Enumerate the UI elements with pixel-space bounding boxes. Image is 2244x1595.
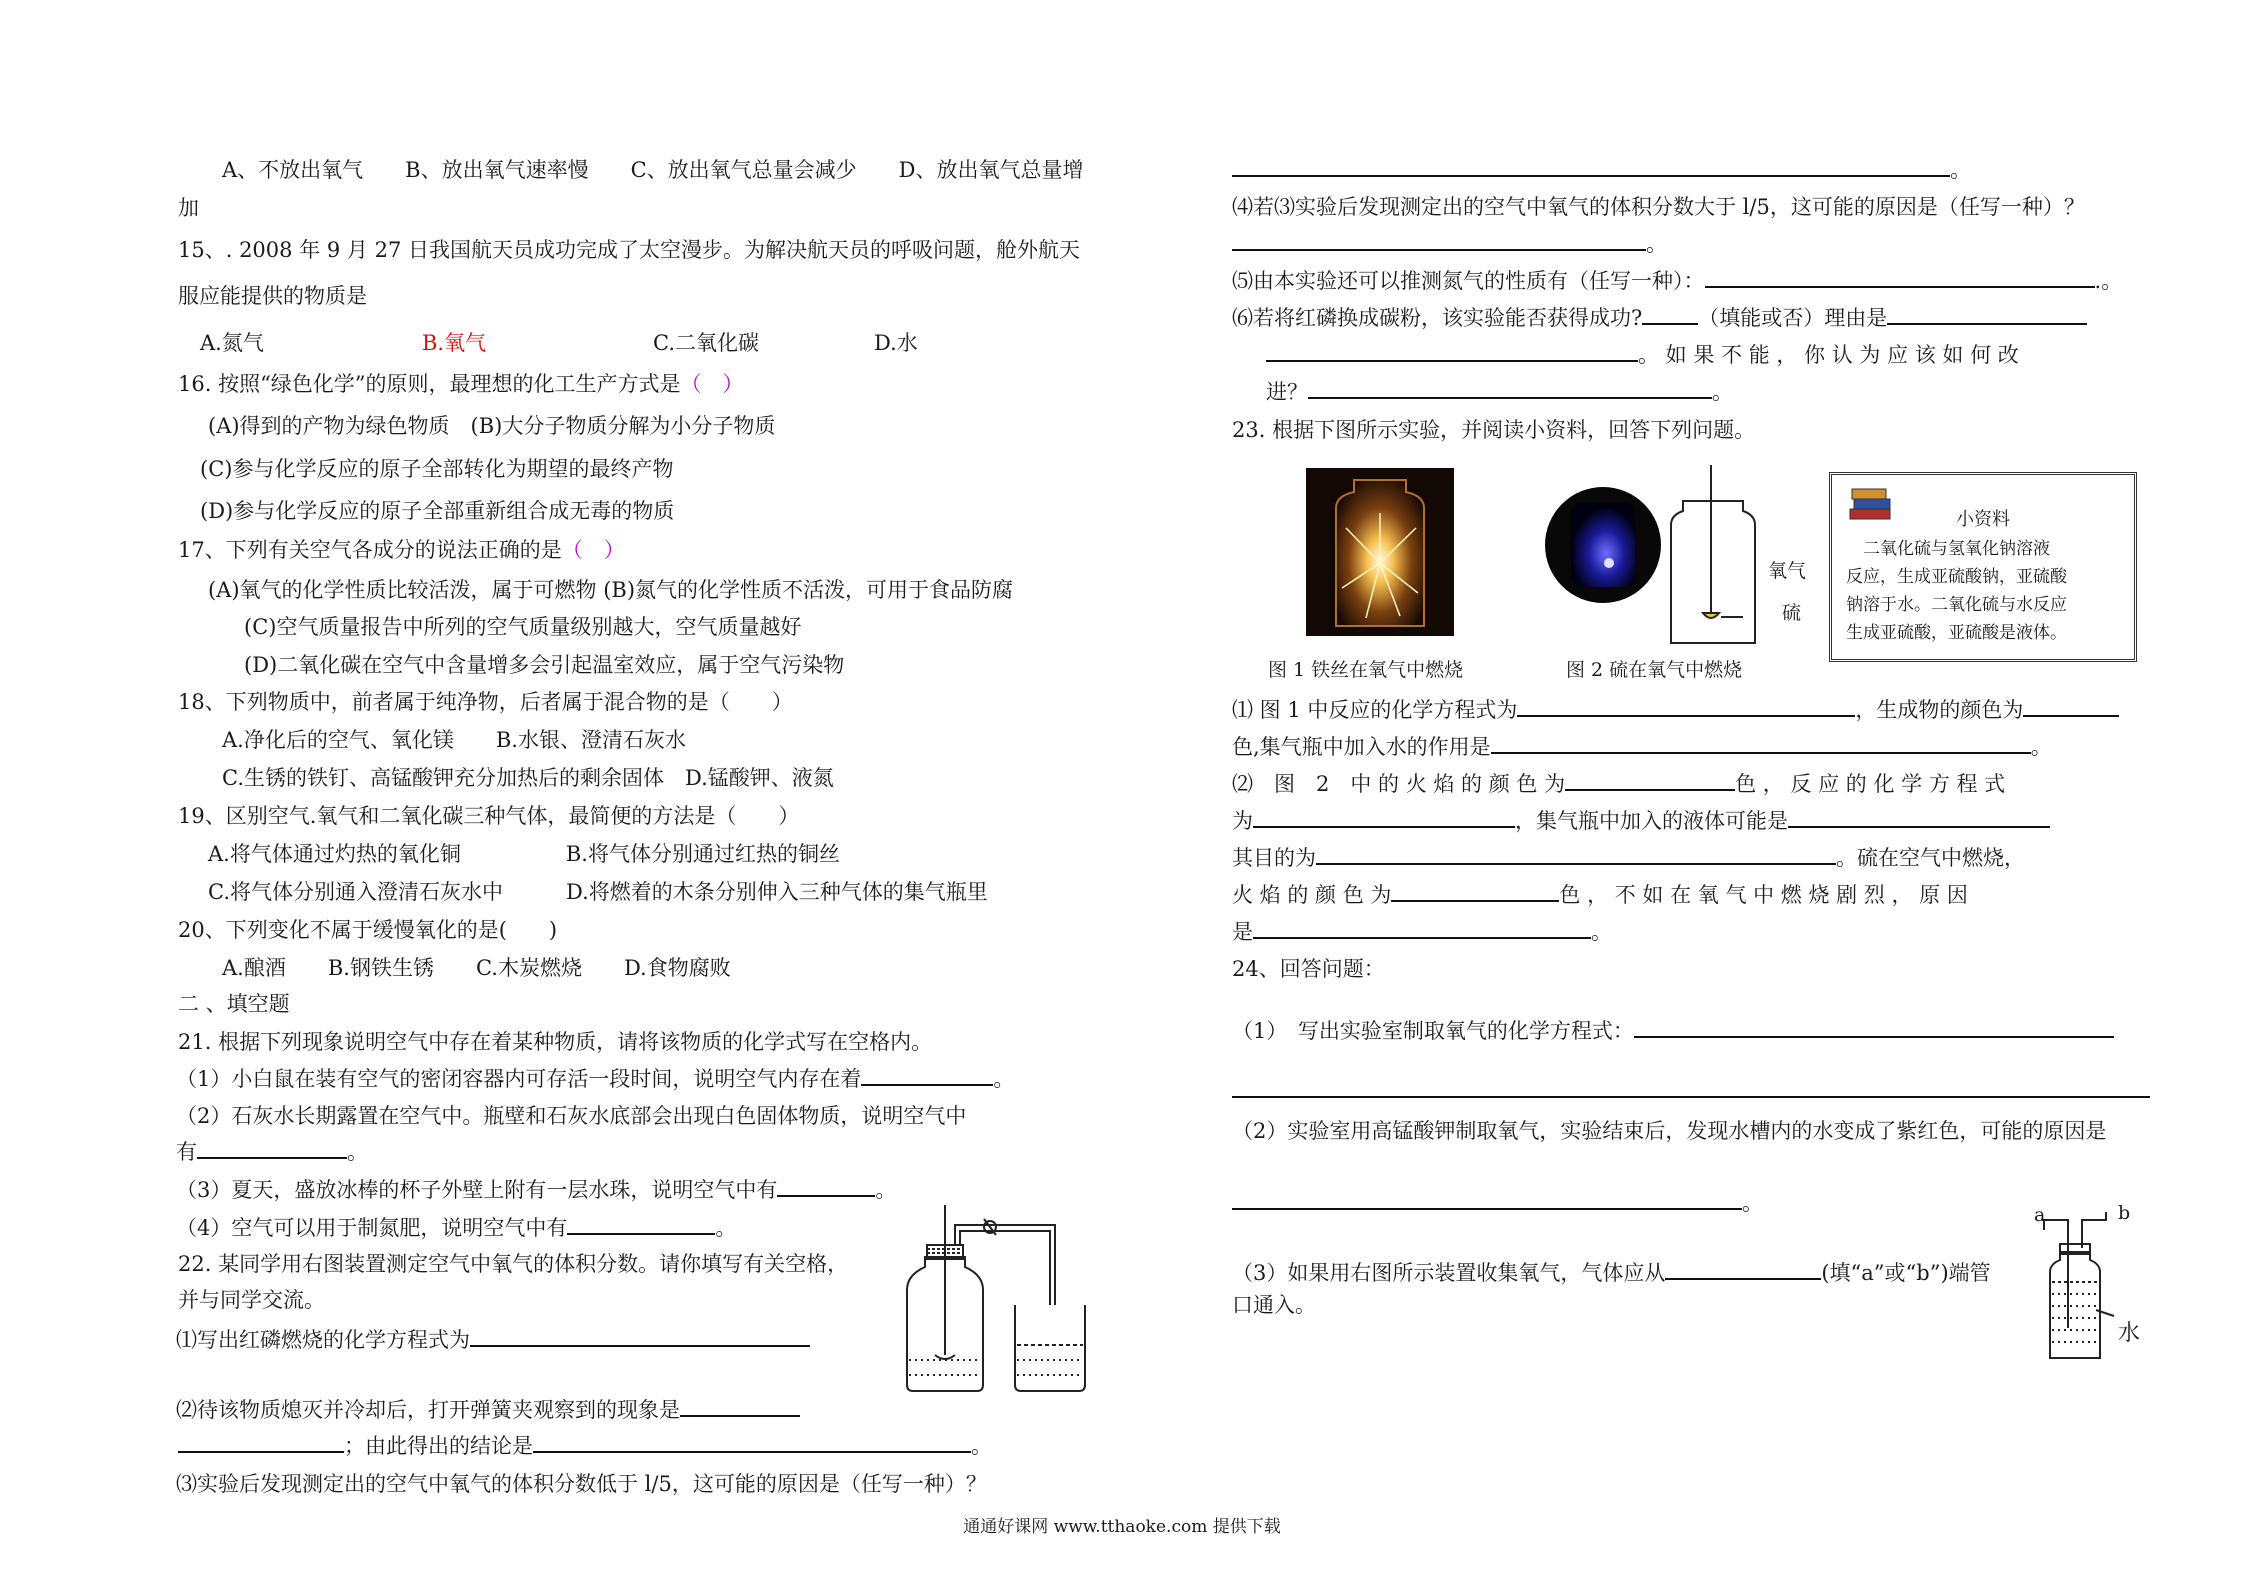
- period: 。: [1742, 1191, 1763, 1215]
- q17-option-d: (D)二氧化碳在空气中含量增多会引起温室效应，属于空气污染物: [244, 653, 845, 677]
- q22-item-5-text: ⑸由本实验还可以推测氮气的性质有（任写一种）：: [1232, 269, 1705, 293]
- q20-stem: 20、下列变化不属于缓慢氧化的是( ): [178, 918, 558, 942]
- q22-item-4-answer: [1232, 231, 1667, 257]
- q21-stem: 21. 根据下列现象说明空气中存在着某种物质，请将该物质的化学式写在空格内。: [178, 1030, 933, 1054]
- q22-blank-6c[interactable]: [1266, 342, 1638, 362]
- q23-blank-1a[interactable]: [1517, 697, 1855, 717]
- q19-options-ab: A.将气体通过灼热的氧化铜 B.将气体分别通过红热的铜丝: [208, 842, 840, 866]
- q21-item-4: [176, 1215, 736, 1241]
- q22-item-1: [176, 1327, 810, 1353]
- period: 。: [1950, 158, 1971, 182]
- q22-blank-3[interactable]: [1232, 157, 1950, 177]
- q22-item-4: ⑷若⑶实验后发现测定出的空气中氧气的体积分数大于 l/5，这可能的原因是（任写一种）？: [1232, 195, 2085, 219]
- q14-continuation: 加: [178, 196, 199, 220]
- q17-option-c: (C)空气质量报告中所列的空气质量级别越大，空气质量越好: [244, 615, 802, 639]
- q21-blank-2[interactable]: [197, 1139, 347, 1159]
- q23-item-2-liquid: ，集气瓶中加入的液体可能是: [1515, 809, 1788, 833]
- q22-stem-line1: 22. 某同学用右图装置测定空气中氧气的体积分数。请你填写有关空格，: [178, 1252, 849, 1276]
- q21-item-3: [176, 1177, 896, 1203]
- fig2-caption: 图 2 硫在氧气中燃烧: [1566, 659, 1743, 681]
- note-line: 二氧化硫与氢氧化钠溶液: [1846, 539, 2050, 559]
- period: 。: [715, 1216, 737, 1240]
- q24-stem: 24、回答问题：: [1232, 957, 1385, 981]
- q19-stem: 19、区别空气.氧气和二氧化碳三种气体，最简便的方法是（ ）: [178, 804, 800, 828]
- page-footer: 通通好课网 www.tthaoke.com 提供下载: [963, 1517, 1281, 1537]
- q22-blank-6a[interactable]: [1642, 305, 1698, 325]
- q23-item-2-text: ⑵ 图 2 中 的 火 焰 的 颜 色 为: [1232, 772, 1566, 796]
- q23-item-2-purpose: 其目的为: [1232, 846, 1316, 870]
- q23-item-2-line3: [1232, 845, 2025, 871]
- period: 。: [1591, 920, 1612, 944]
- q23-stem: 23. 根据下图所示实验，并阅读小资料，回答下列问题。: [1232, 418, 1756, 442]
- q15-option-d: D.水: [874, 331, 918, 355]
- q22-blank-6d[interactable]: [1308, 379, 1712, 399]
- q21-blank-1[interactable]: [861, 1066, 993, 1086]
- q21-blank-3[interactable]: [777, 1177, 875, 1197]
- q22-blank-2a[interactable]: [680, 1397, 800, 1417]
- q23-item-2-reason: 色 ， 不 如 在 氧 气 中 燃 烧 剧 烈 ， 原 因: [1559, 883, 1968, 907]
- q22-item-2: [176, 1397, 800, 1423]
- q22-blank-2c[interactable]: [533, 1433, 971, 1453]
- q18-stem: 18、下列物质中，前者属于纯净物，后者属于混合物的是（ ）: [178, 690, 793, 714]
- q15-option-b: B.氧气: [422, 331, 487, 355]
- q19-options-cd: C.将气体分别通入澄清石灰水中 D.将燃着的木条分别伸入三种气体的集气瓶里: [208, 880, 988, 904]
- q23-blank-2a[interactable]: [1565, 771, 1735, 791]
- note-line: 生成亚硫酸，亚硫酸是液体。: [1846, 623, 2067, 643]
- fig1-caption: 图 1 铁丝在氧气中燃烧: [1268, 659, 1464, 681]
- q24-blank-2[interactable]: [1232, 1190, 1742, 1210]
- q21-item-2-line1: （2）石灰水长期露置在空气中。瓶壁和石灰水底部会出现白色固体物质，说明空气中: [176, 1104, 967, 1128]
- q24-item-3-line1: [1232, 1260, 1991, 1286]
- q16-option-c: (C)参与化学反应的原子全部转化为期望的最终产物: [200, 457, 674, 481]
- q22-item-6-text: ⑹若将红磷换成碳粉，该实验能否获得成功?: [1232, 306, 1643, 330]
- period: 。: [1646, 232, 1667, 256]
- q22-item-6-improve: 。 如 果 不 能 ， 你 认 为 应 该 如 何 改: [1638, 343, 2019, 367]
- q24-blank-1b[interactable]: [1232, 1078, 2150, 1098]
- q21-blank-4[interactable]: [567, 1215, 715, 1235]
- q22-item-5-end: .。: [2094, 269, 2123, 293]
- q23-item-1-water: 色,集气瓶中加入水的作用是: [1232, 735, 1491, 759]
- q23-blank-2c[interactable]: [1788, 808, 2050, 828]
- bottle-label-a: a: [2034, 1204, 2046, 1226]
- q24-item-1-line2: [1232, 1078, 2150, 1104]
- period: 。: [2030, 735, 2052, 759]
- q22-blank-6b[interactable]: [1887, 305, 2087, 325]
- q23-item-1-line1: [1232, 697, 2119, 723]
- q24-item-3-line2: 口通入。: [1232, 1293, 1316, 1317]
- q22-blank-2b[interactable]: [178, 1433, 344, 1453]
- note-title: 小资料: [1956, 509, 2010, 530]
- q23-blank-1b[interactable]: [2023, 697, 2119, 717]
- q16-stem-text: 16. 按照“绿色化学”的原则，最理想的化工生产方式是: [178, 372, 681, 396]
- q17-stem: [178, 537, 625, 563]
- q21-item-1-text: （1）小白鼠在装有空气的密闭容器内可存活一段时间，说明空气内存在着: [176, 1067, 862, 1091]
- q24-item-2: （2）实验室用高锰酸钾制取氧气，实验结束后，发现水槽内的水变成了紫红色，可能的原因是: [1232, 1119, 2107, 1143]
- q17-answer-paren: （ ）: [561, 538, 625, 562]
- q21-item-1: [176, 1066, 1014, 1092]
- q23-item-1-line2: [1232, 734, 2052, 760]
- period: 。: [993, 1067, 1015, 1091]
- q21-item-4-text: （4）空气可以用于制氮肥，说明空气中有: [176, 1216, 568, 1240]
- period: 。: [875, 1178, 897, 1202]
- q22-item-6-line2: [1266, 342, 2019, 368]
- q22-item-1-text: ⑴写出红磷燃烧的化学方程式为: [176, 1328, 470, 1352]
- note-body: [1846, 535, 2122, 647]
- period: 。: [971, 1434, 992, 1458]
- q21-item-2-prefix: 有: [176, 1140, 197, 1164]
- q24-blank-1a[interactable]: [1634, 1018, 2114, 1038]
- q23-item-2-line2: [1232, 808, 2050, 834]
- q24-blank-3[interactable]: [1665, 1260, 1821, 1280]
- q18-options-ab: A.净化后的空气、氧化镁 B.水银、澄清石灰水: [222, 728, 686, 752]
- note-line: 反应，生成亚硫酸钠，亚硫酸: [1846, 567, 2067, 587]
- q24-item-1-text: （1） 写出实验室制取氧气的化学方程式：: [1232, 1019, 1634, 1043]
- section-2-heading: 二 、填空题: [178, 992, 290, 1016]
- q22-item-6-improve-prefix: 进？: [1266, 380, 1308, 404]
- q23-item-2-flame: 火 焰 的 颜 色 为: [1232, 883, 1392, 907]
- q23-blank-2d[interactable]: [1316, 845, 1836, 865]
- q23-item-2-prefix: 为: [1232, 809, 1253, 833]
- q22-item-6-reason: （填能或否）理由是: [1698, 306, 1888, 330]
- q20-options: A.酿酒 B.钢铁生锈 C.木炭燃烧 D.食物腐败: [222, 956, 731, 980]
- q24-item-1: [1232, 1018, 2114, 1044]
- q23-blank-2b[interactable]: [1253, 808, 1515, 828]
- q16-option-d: (D)参与化学反应的原子全部重新组合成无毒的物质: [200, 499, 675, 523]
- q21-item-3-text: （3）夏天，盛放冰棒的杯子外壁上附有一层水珠，说明空气中有: [176, 1178, 778, 1202]
- q22-item-2-conclusion-text: ；由此得出的结论是: [344, 1434, 533, 1458]
- bottle-label-b: b: [2118, 1202, 2131, 1224]
- period: 。: [1712, 380, 1733, 404]
- info-note-box: [1829, 472, 2137, 662]
- q23-item-1-color: ，生成物的颜色为: [1855, 698, 2024, 722]
- q22-item-3-answer: [1232, 157, 1971, 183]
- q22-item-3: ⑶实验后发现测定出的空气中氧气的体积分数低于 l/5，这可能的原因是（任写一种）？: [176, 1472, 987, 1496]
- q23-blank-2e[interactable]: [1391, 882, 1559, 902]
- q15-option-c: C.二氧化碳: [653, 331, 759, 355]
- bottle-label-water: 水: [2118, 1321, 2141, 1346]
- q22-item-6-line3: [1266, 379, 1733, 405]
- q23-item-2-air: 。硫在空气中燃烧，: [1836, 846, 2025, 870]
- q22-blank-5[interactable]: [1705, 268, 2095, 288]
- q15-stem-line2: 服应能提供的物质是: [178, 284, 367, 308]
- red-phosphorus-apparatus-figure: [895, 1195, 1105, 1400]
- q14-options: A、不放出氧气 B、放出氧气速率慢 C、放出氧气总量会减少 D、放出氧气总量增: [222, 158, 1084, 182]
- q23-blank-2f[interactable]: [1253, 919, 1591, 939]
- q23-item-2-reason-prefix: 是: [1232, 920, 1253, 944]
- q22-item-2-text: ⑵待该物质熄灭并冷却后，打开弹簧夹观察到的现象是: [176, 1398, 680, 1422]
- q23-item-2-line5: [1232, 919, 1612, 945]
- q22-item-5: [1232, 268, 2122, 294]
- q23-item-1-text: ⑴ 图 1 中反应的化学方程式为: [1232, 698, 1518, 722]
- q15-option-a: A.氮气: [200, 331, 264, 355]
- q23-blank-1c[interactable]: [1491, 734, 2031, 754]
- q17-stem-text: 17、下列有关空气各成分的说法正确的是: [178, 538, 562, 562]
- q22-blank-4[interactable]: [1232, 231, 1646, 251]
- q22-stem-line2: 并与同学交流。: [178, 1288, 325, 1312]
- q22-blank-1[interactable]: [470, 1327, 810, 1347]
- q18-options-cd: C.生锈的铁钉、高锰酸钾充分加热后的剩余固体 D.锰酸钾、液氮: [222, 766, 834, 790]
- note-line: 钠溶于水。二氧化硫与水反应: [1846, 595, 2067, 615]
- q15-stem-line1: 15、. 2008 年 9 月 27 日我国航天员成功完成了太空漫步。为解决航天员的呼吸问题，舱外航天: [178, 238, 1080, 262]
- q21-item-2-line2: [176, 1139, 368, 1165]
- q23-item-2-line4: [1232, 882, 1968, 908]
- q24-item-3-hint: (填“a”或“b”)端管: [1821, 1261, 1991, 1285]
- sulfur-burning-figure: [1543, 465, 1771, 650]
- period: 。: [347, 1140, 368, 1164]
- q16-options-ab: (A)得到的产物为绿色物质 (B)大分子物质分解为小分子物质: [208, 414, 776, 438]
- q16-stem: [178, 371, 744, 397]
- iron-wire-burning-photo: [1306, 468, 1454, 636]
- fig2-label-oxygen: 氧气: [1768, 560, 1807, 582]
- q22-item-6-line1: [1232, 305, 2087, 331]
- q16-answer-paren: （ ）: [680, 372, 744, 396]
- q24-item-3-text: （3）如果用右图所示装置收集氧气，气体应从: [1232, 1261, 1666, 1285]
- q24-item-2-answer: [1232, 1190, 1763, 1216]
- q22-item-2-conclusion: [178, 1433, 992, 1459]
- fig2-label-sulfur: 硫: [1782, 602, 1802, 624]
- q23-item-2-line1: [1232, 771, 2005, 797]
- q23-item-2-equation: 色 ， 反 应 的 化 学 方 程 式: [1735, 772, 2006, 796]
- q17-options-ab: (A)氧气的化学性质比较活泼，属于可燃物 (B)氮气的化学性质不活泼，可用于食品防腐: [208, 578, 1014, 602]
